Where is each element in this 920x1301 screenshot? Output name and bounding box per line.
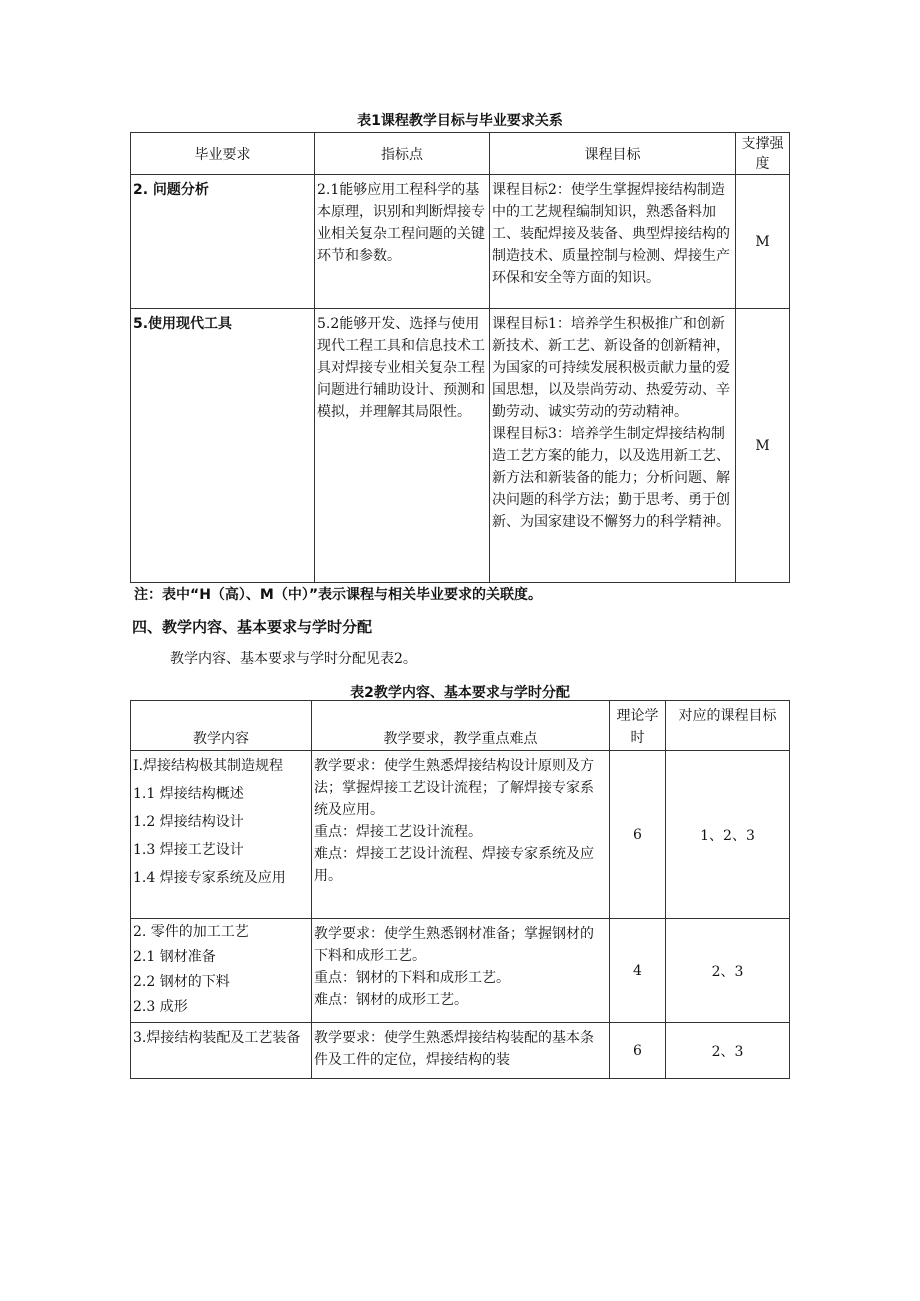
table-row (131, 309, 790, 583)
requirements-cell (312, 919, 610, 1023)
table1-header-indicator: 指标点 (315, 133, 490, 175)
objectives-cell: 2、3 (666, 919, 790, 1023)
objective-cell: 课程目标2：使学生掌握焊接结构制造中的工艺规程编制知识，熟悉备料加工、装配焊接及装备、典型焊接结构的制造技术、质量控制与检测、焊接生产环保和安全等方面的知识。 (490, 175, 736, 309)
content-section-item: 1.1 焊接结构概述 (133, 786, 244, 802)
objectives-cell: 2、3 (666, 1023, 790, 1079)
hours-cell: 4 (610, 919, 666, 1023)
content-section-item: 1.4 焊接专家系统及应用 (133, 870, 286, 886)
requirement-cell: 2. 问题分析 (131, 175, 315, 309)
table2-header-hours: 理论学时 (610, 701, 666, 751)
table-row (131, 751, 790, 919)
table2-header-requirements: 教学要求，教学重点难点 (312, 701, 610, 751)
requirements-cell (312, 1023, 610, 1079)
section-heading: 四、教学内容、基本要求与学时分配 (132, 618, 373, 636)
content-chapter-title: I.焊接结构极其制造规程 (133, 758, 283, 774)
section-paragraph: 教学内容、基本要求与学时分配见表2。 (170, 651, 417, 667)
keypoint-text: 重点：钢材的下料和成形工艺。 (314, 970, 510, 986)
hours-cell: 6 (610, 751, 666, 919)
table-row (131, 1023, 790, 1079)
table2-header-content: 教学内容 (131, 701, 312, 751)
strength-cell: M (736, 175, 790, 309)
table1-header-strength: 支撑强度 (736, 133, 790, 175)
content-section-item: 1.3 焊接工艺设计 (133, 842, 244, 858)
table2-header-objectives: 对应的课程目标 (666, 701, 790, 751)
table2 (130, 700, 790, 1079)
table1-caption: 表1课程教学目标与毕业要求关系 (357, 113, 563, 129)
requirement-text: 教学要求：使学生熟悉焊接结构装配的基本条件及工件的定位，焊接结构的装 (314, 1030, 594, 1068)
content-section-item: 1.2 焊接结构设计 (133, 814, 244, 830)
table1-header-objective: 课程目标 (490, 133, 736, 175)
table1-note: 注：表中“H（高）、M（中）”表示课程与相关毕业要求的关联度。 (134, 587, 543, 603)
objective-cell (490, 309, 736, 583)
keypoint-text: 重点：焊接工艺设计流程。 (314, 824, 482, 840)
content-section-item: 2.1 钢材准备 (133, 949, 216, 965)
table1 (130, 132, 790, 583)
requirement-text: 教学要求：使学生熟悉焊接结构设计原则及方法；掌握焊接工艺设计流程；了解焊接专家系统及应用。 (314, 758, 594, 818)
table-row (131, 175, 790, 309)
requirements-cell (312, 751, 610, 919)
indicator-cell: 5.2能够开发、选择与使用现代工程工具和信息技术工具对焊接专业相关复杂工程问题进行辅助设计、预测和模拟，并理解其局限性。 (315, 309, 490, 583)
objective-text-3: 课程目标3：培养学生制定焊接结构制造工艺方案的能力，以及选用新工艺、新方法和新装备的能力；分析问题、解决问题的科学方法；勤于思考、勇于创新、为国家建设不懈努力的科学精神。 (492, 426, 730, 530)
indicator-cell: 2.1能够应用工程科学的基本原理，识别和判断焊接专业相关复杂工程问题的关键环节和参数。 (315, 175, 490, 309)
requirement-cell: 5.使用现代工具 (131, 309, 315, 583)
content-cell (131, 1023, 312, 1079)
table-row (131, 919, 790, 1023)
objective-text-1: 课程目标1：培养学生积极推广和创新新技术、新工艺、新设备的创新精神，为国家的可持续发展积极贡献力量的爱国思想，以及崇尚劳动、热爱劳动、辛勤劳动、诚实劳动的劳动精神。 (492, 316, 730, 420)
content-section-item: 2.3 成形 (133, 999, 188, 1015)
content-cell (131, 919, 312, 1023)
table1-header-requirement: 毕业要求 (131, 133, 315, 175)
requirement-text: 教学要求：使学生熟悉钢材准备；掌握钢材的下料和成形工艺。 (314, 926, 594, 964)
strength-cell: M (736, 309, 790, 583)
difficulty-text: 难点：焊接工艺设计流程、焊接专家系统及应用。 (314, 846, 594, 884)
content-chapter-title: 3.焊接结构装配及工艺装备 (133, 1030, 301, 1046)
content-chapter-title: 2. 零件的加工工艺 (133, 924, 249, 940)
content-cell (131, 751, 312, 919)
difficulty-text: 难点：钢材的成形工艺。 (314, 992, 468, 1008)
table2-caption: 表2教学内容、基本要求与学时分配 (350, 685, 570, 701)
content-section-item: 2.2 钢材的下料 (133, 974, 230, 990)
objectives-cell: 1、2、3 (666, 751, 790, 919)
hours-cell: 6 (610, 1023, 666, 1079)
